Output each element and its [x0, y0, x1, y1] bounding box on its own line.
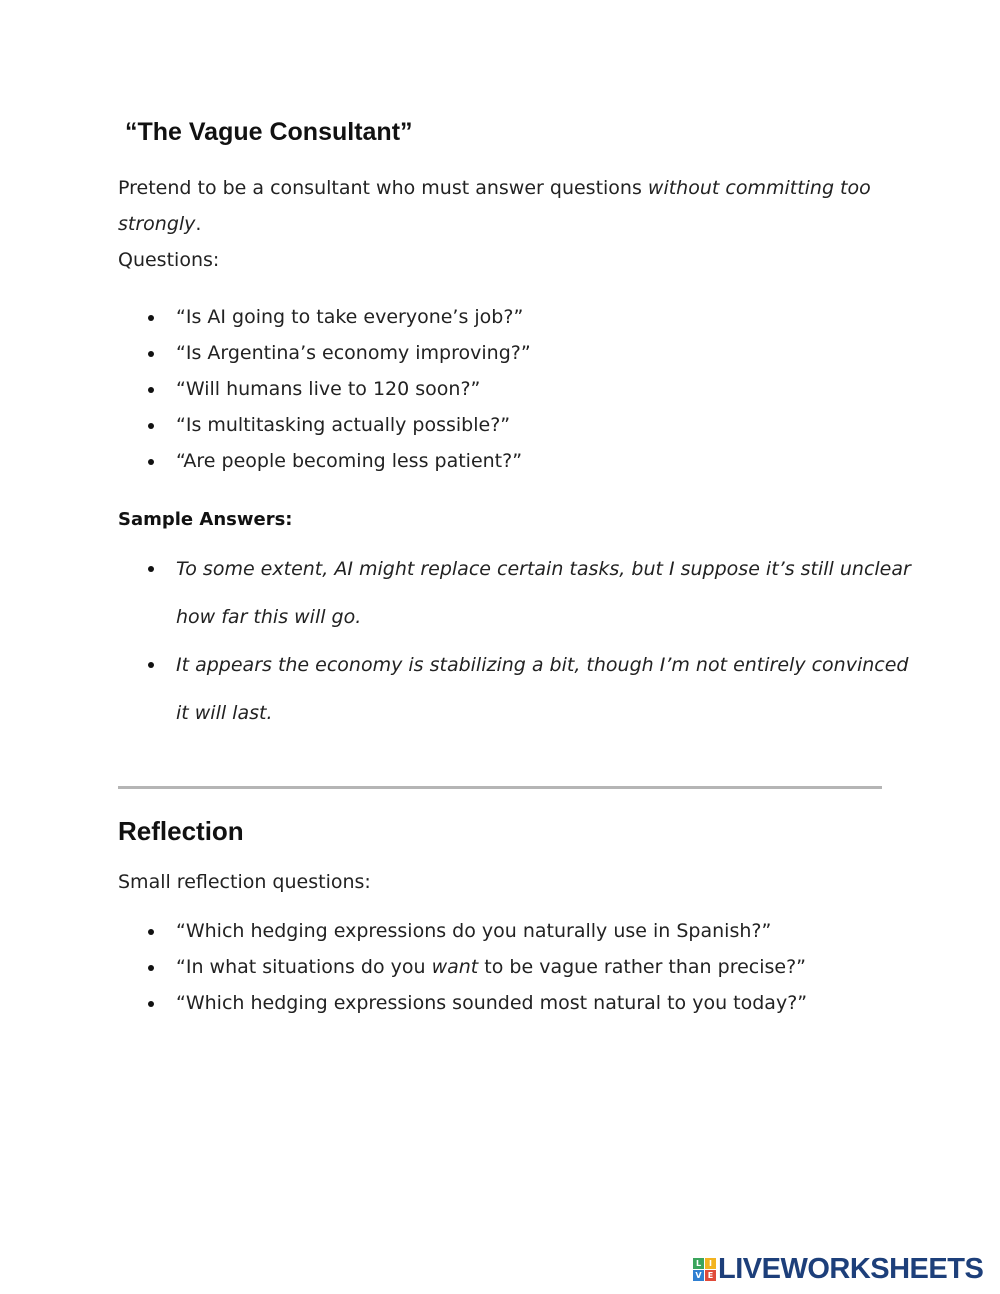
sample-answers-list — [118, 545, 918, 737]
logo-letter-l: L — [693, 1258, 704, 1269]
liveworksheets-logo-icon — [693, 1258, 716, 1281]
instructions-text: Pretend to be a consultant who must answer questions — [118, 177, 648, 199]
question-emphasis: want — [431, 956, 479, 978]
reflection-questions-list — [118, 914, 918, 1022]
list-item: “Is multitasking actually possible?” — [118, 408, 918, 444]
logo-letter-e: E — [705, 1270, 716, 1281]
question-text: to be vague rather than precise?” — [478, 956, 807, 978]
list-item: It appears the economy is stabilizing a bit, though I’m not entirely convinced it will last. — [118, 641, 918, 737]
list-item: “Are people becoming less patient?” — [118, 444, 918, 480]
list-item: To some extent, AI might replace certain tasks, but I suppose it’s still unclear how far this will go. — [118, 545, 918, 641]
list-item: “Which hedging expressions sounded most natural to you today?” — [118, 986, 918, 1022]
reflection-heading: Reflection — [118, 816, 244, 846]
list-item: “Is AI going to take everyone’s job?” — [118, 300, 918, 336]
questions-label: Questions: — [118, 249, 220, 271]
liveworksheets-brand[interactable] — [693, 1254, 983, 1284]
activity-title: “The Vague Consultant” — [125, 118, 413, 146]
brand-name: LIVEWORKSHEETS — [718, 1252, 984, 1285]
list-item: “Is Argentina’s economy improving?” — [118, 336, 918, 372]
questions-list — [118, 300, 918, 480]
list-item — [118, 950, 918, 986]
instructions-period: . — [195, 213, 202, 235]
logo-letter-i: I — [705, 1258, 716, 1269]
logo-letter-v: V — [693, 1270, 704, 1281]
reflection-intro: Small reflection questions: — [118, 871, 371, 893]
section-divider — [118, 786, 882, 789]
list-item: “Will humans live to 120 soon?” — [118, 372, 918, 408]
instructions-emphasis: without committing too strongly — [118, 177, 871, 235]
list-item: “Which hedging expressions do you naturally use in Spanish?” — [118, 914, 918, 950]
question-text: “In what situations do you — [176, 956, 432, 978]
sample-answers-heading: Sample Answers: — [118, 509, 293, 530]
activity-instructions — [118, 170, 898, 278]
